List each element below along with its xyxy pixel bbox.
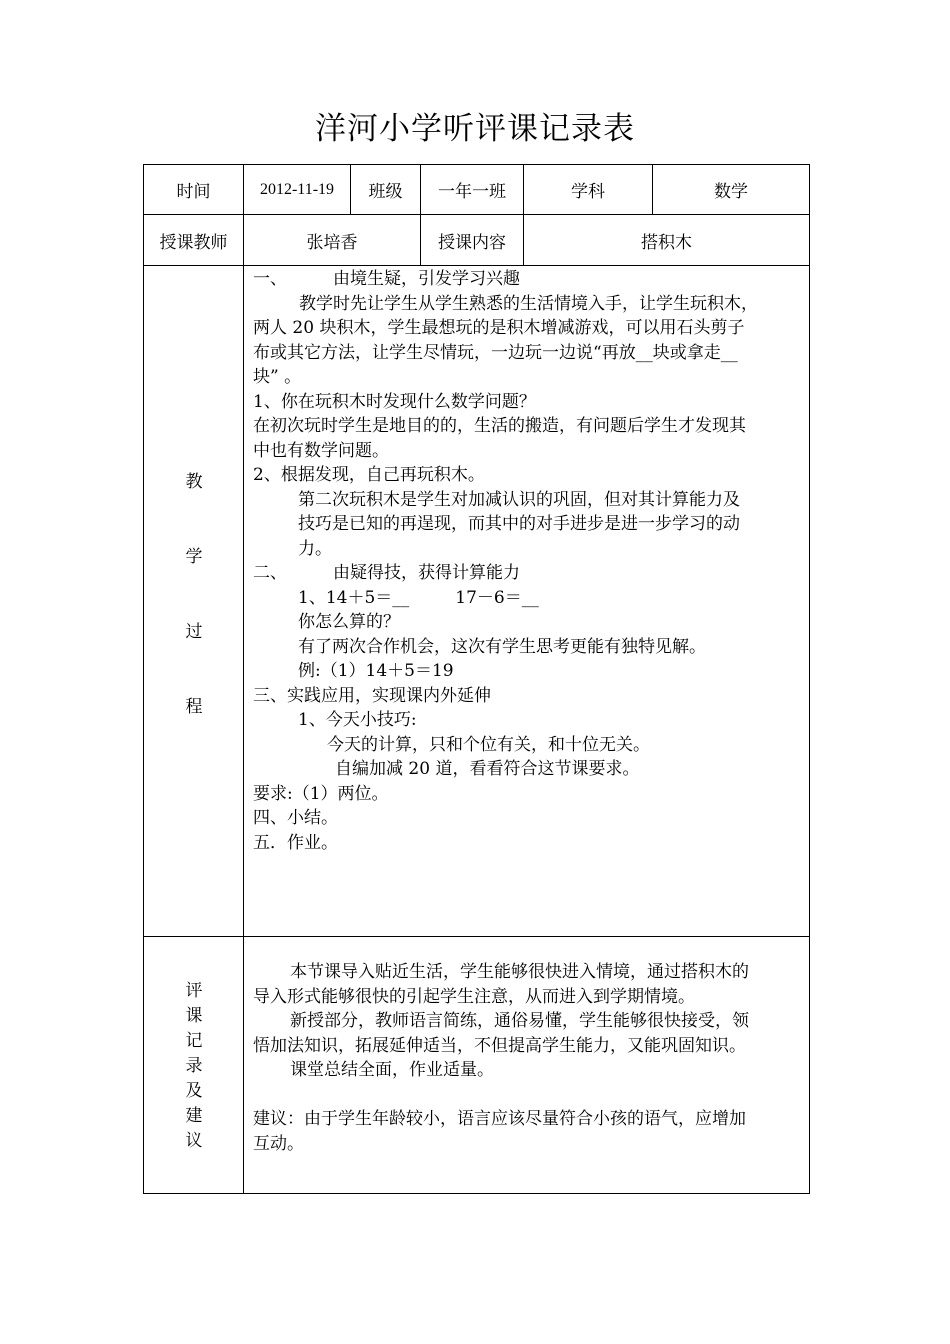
section-heading: 由境生疑，引发学习兴趣 xyxy=(333,269,520,289)
text-line: 在初次玩时学生是地目的的，生活的搬造，有问题后学生才发现其 xyxy=(253,416,746,436)
text-line: 今天的计算，只和个位有关，和十位无关。 xyxy=(327,734,650,755)
label-char: 记 xyxy=(185,1031,203,1051)
blank-line xyxy=(253,1083,749,1108)
text-line: 两人 20 块积木，学生最想玩的是积木增减游戏，可以用石头剪子 xyxy=(253,318,745,338)
label-char: 程 xyxy=(185,697,203,717)
text-line: 课堂总结全面，作业适量。 xyxy=(290,1060,494,1080)
subject-value: 数学 xyxy=(714,182,748,202)
text-line: 教学时先让学生从学生熟悉的生活情境入手，让学生玩积木， xyxy=(299,293,758,314)
text-line: 本节课导入贴近生活，学生能够很快进入情境，通过搭积木的 xyxy=(290,962,749,982)
text-line xyxy=(253,561,758,586)
section-number: 一、 xyxy=(253,269,287,289)
exercise: 1、14＋5＝__ xyxy=(298,587,410,608)
text-line: 你怎么算的？ xyxy=(298,612,400,632)
text-line: 第二次玩积木是学生对加减认识的巩固，但对其计算能力及 xyxy=(298,489,740,510)
text-line: 要求:（1）两位。 xyxy=(253,783,389,804)
text-line: 块” 。 xyxy=(253,367,302,387)
text-line: 技巧是已知的再逞现，而其中的对手进步是进一步学习的动 xyxy=(298,514,740,534)
text-line: 五．作业。 xyxy=(253,832,338,853)
text-line: 中也有数学问题。 xyxy=(253,440,389,461)
content-value: 搭积木 xyxy=(641,232,692,253)
time-label: 时间 xyxy=(176,182,211,202)
text-line: 2、根据发现，自己再玩积木。 xyxy=(253,465,485,485)
class-label: 班级 xyxy=(368,182,403,202)
text-line: 互动。 xyxy=(253,1133,304,1154)
section-number: 二、 xyxy=(253,563,287,583)
time-value: 2012-11-19 xyxy=(259,180,335,198)
label-char: 教 xyxy=(185,472,203,492)
label-char: 及 xyxy=(185,1081,203,1101)
class-value: 一年一班 xyxy=(438,182,506,202)
text-line: 1、你在玩积木时发现什么数学问题？ xyxy=(253,391,536,412)
teacher-label: 授课教师 xyxy=(159,232,228,253)
evaluation-label xyxy=(144,979,244,1154)
section-heading: 由疑得技，获得计算能力 xyxy=(333,563,520,583)
exercise: 17－6＝__ xyxy=(455,587,539,608)
text-line: 布或其它方法，让学生尽情玩，一边玩一边说“再放__块或拿走__ xyxy=(253,342,738,363)
text-line xyxy=(253,267,758,292)
content-label: 授课内容 xyxy=(438,232,506,253)
process-content xyxy=(253,267,758,855)
text-line: 三、实践应用，实现课内外延伸 xyxy=(253,685,491,706)
teacher-value: 张培香 xyxy=(306,232,358,253)
subject-label: 学科 xyxy=(571,182,605,202)
page-title: 洋河小学听评课记录表 xyxy=(315,111,635,147)
label-char: 课 xyxy=(185,1006,203,1026)
record-table xyxy=(143,164,810,1194)
label-char: 学 xyxy=(185,547,203,567)
label-char: 过 xyxy=(185,622,203,642)
text-line: 新授部分，教师语言简练，通俗易懂，学生能够很快接受，领 xyxy=(290,1011,749,1031)
label-char: 录 xyxy=(185,1056,203,1076)
text-line: 导入形式能够很快的引起学生注意，从而进入到学期情境。 xyxy=(253,986,695,1007)
text-line: 悟加法知识，拓展延伸适当，不但提高学生能力，又能巩固知识。 xyxy=(253,1035,746,1056)
text-line: 自编加减 20 道，看看符合这节课要求。 xyxy=(335,759,640,779)
label-char: 议 xyxy=(185,1131,203,1151)
evaluation-content xyxy=(253,960,749,1156)
text-line: 建议：由于学生年龄较小，语言应该尽量符合小孩的语气，应增加 xyxy=(253,1109,746,1129)
label-char: 评 xyxy=(185,981,203,1001)
label-char: 建 xyxy=(185,1106,203,1126)
text-line: 力。 xyxy=(298,538,332,559)
text-line: 四、小结。 xyxy=(253,808,338,828)
process-label xyxy=(144,472,244,772)
text-line: 有了两次合作机会，这次有学生思考更能有独特见解。 xyxy=(298,636,706,657)
text-line xyxy=(253,586,758,611)
text-line: 例:（1）14＋5＝19 xyxy=(298,661,454,681)
text-line: 1、今天小技巧: xyxy=(298,710,417,730)
